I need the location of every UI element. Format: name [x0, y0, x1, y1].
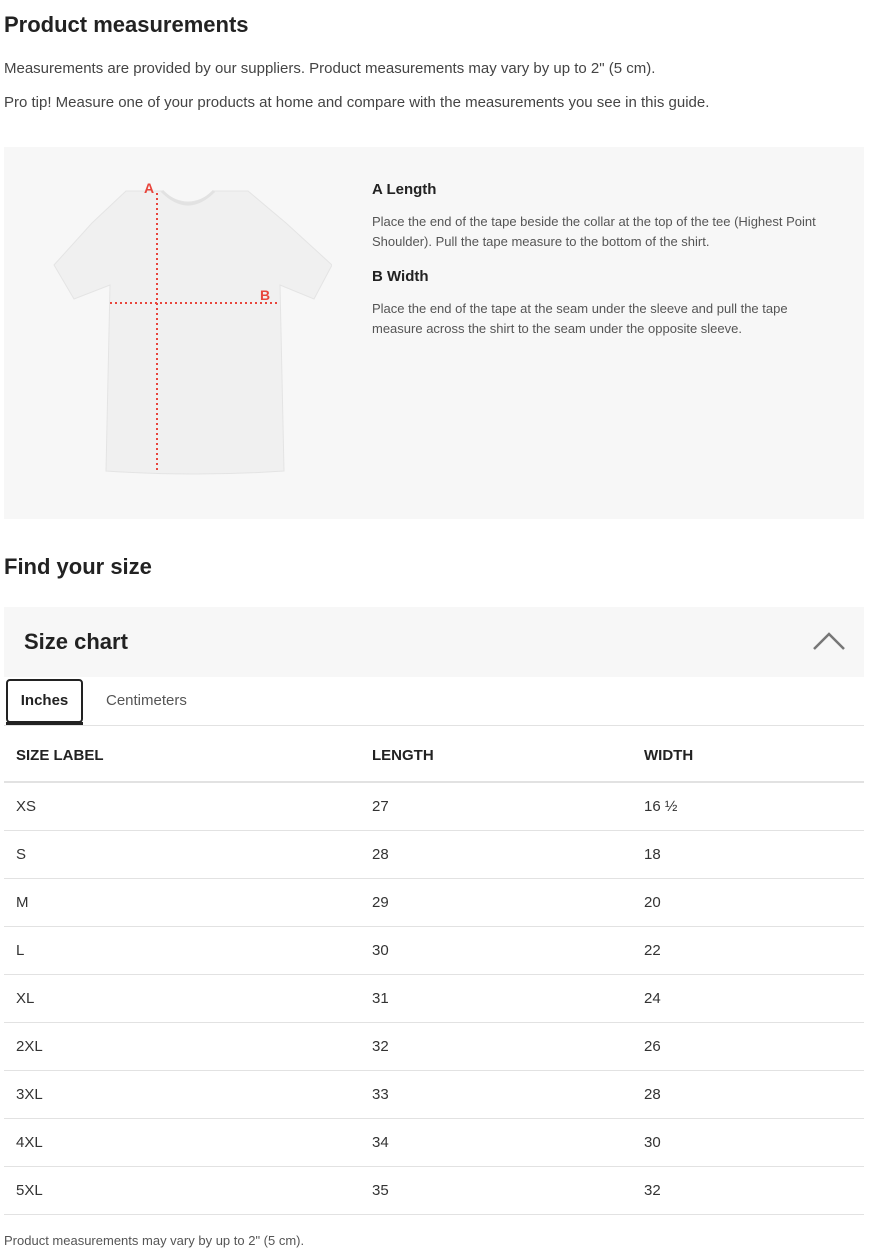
size-label-cell: 5XL [4, 1166, 372, 1214]
size-label-cell: 3XL [4, 1070, 372, 1118]
length-cell: 27 [372, 782, 644, 830]
width-cell: 24 [644, 974, 864, 1022]
width-cell: 22 [644, 926, 864, 974]
chevron-up-icon[interactable] [812, 629, 846, 653]
table-row [4, 926, 864, 974]
width-cell: 28 [644, 1070, 864, 1118]
column-header-size-label: SIZE LABEL [4, 730, 372, 782]
size-chart-accordion-header[interactable] [4, 607, 864, 677]
size-label-cell: M [4, 878, 372, 926]
table-row [4, 1166, 864, 1214]
size-label-cell: L [4, 926, 372, 974]
tshirt-shape [54, 191, 332, 474]
size-label-cell: XS [4, 782, 372, 830]
width-cell: 32 [644, 1166, 864, 1214]
length-cell: 31 [372, 974, 644, 1022]
pro-tip-text: Pro tip! Measure one of your products at home and compare with the measurements you see in this guide. [4, 94, 710, 111]
tab-inches[interactable]: Inches [6, 679, 83, 723]
column-header-width: WIDTH [644, 730, 864, 782]
table-header-row [4, 730, 864, 782]
table-row [4, 1118, 864, 1166]
table-row [4, 1022, 864, 1070]
size-chart-title: Size chart [24, 629, 128, 654]
column-header-length: LENGTH [372, 730, 644, 782]
width-cell: 26 [644, 1022, 864, 1070]
width-heading: B Width [372, 268, 429, 285]
length-cell: 30 [372, 926, 644, 974]
table-row [4, 974, 864, 1022]
unit-tabs [4, 679, 864, 726]
tab-centimeters[interactable]: Centimeters [106, 692, 187, 709]
width-cell: 18 [644, 830, 864, 878]
width-cell: 16 ½ [644, 782, 864, 830]
page-title: Product measurements [4, 12, 249, 37]
table-row [4, 878, 864, 926]
tshirt-measurement-illustration [48, 177, 332, 477]
table-row [4, 782, 864, 830]
size-label-cell: 2XL [4, 1022, 372, 1070]
length-cell: 34 [372, 1118, 644, 1166]
length-cell: 28 [372, 830, 644, 878]
label-a: A [144, 180, 155, 196]
length-heading: A Length [372, 181, 437, 198]
size-label-cell: 4XL [4, 1118, 372, 1166]
length-description: Place the end of the tape beside the collar at the top of the tee (Highest Point Shoulder). Pull the tape measure to the bottom of the shirt. [372, 214, 816, 249]
table-row [4, 1070, 864, 1118]
width-cell: 30 [644, 1118, 864, 1166]
length-cell: 35 [372, 1166, 644, 1214]
size-label-cell: S [4, 830, 372, 878]
label-b: B [260, 287, 271, 303]
footnote: Product measurements may vary by up to 2" (5 cm). [4, 1233, 305, 1248]
length-cell: 32 [372, 1022, 644, 1070]
active-tab-indicator [6, 722, 83, 725]
intro-text: Measurements are provided by our suppliers. Product measurements may vary by up to 2" (5 cm). [4, 60, 656, 77]
length-cell: 29 [372, 878, 644, 926]
length-cell: 33 [372, 1070, 644, 1118]
find-your-size-title: Find your size [4, 554, 152, 579]
size-table [4, 730, 864, 1215]
width-cell: 20 [644, 878, 864, 926]
measurement-guide-panel [4, 147, 864, 519]
measurement-instructions [372, 181, 832, 355]
table-row [4, 830, 864, 878]
width-description: Place the end of the tape at the seam under the sleeve and pull the tape measure across the shirt to the seam under the opposite sleeve. [372, 301, 788, 336]
size-label-cell: XL [4, 974, 372, 1022]
